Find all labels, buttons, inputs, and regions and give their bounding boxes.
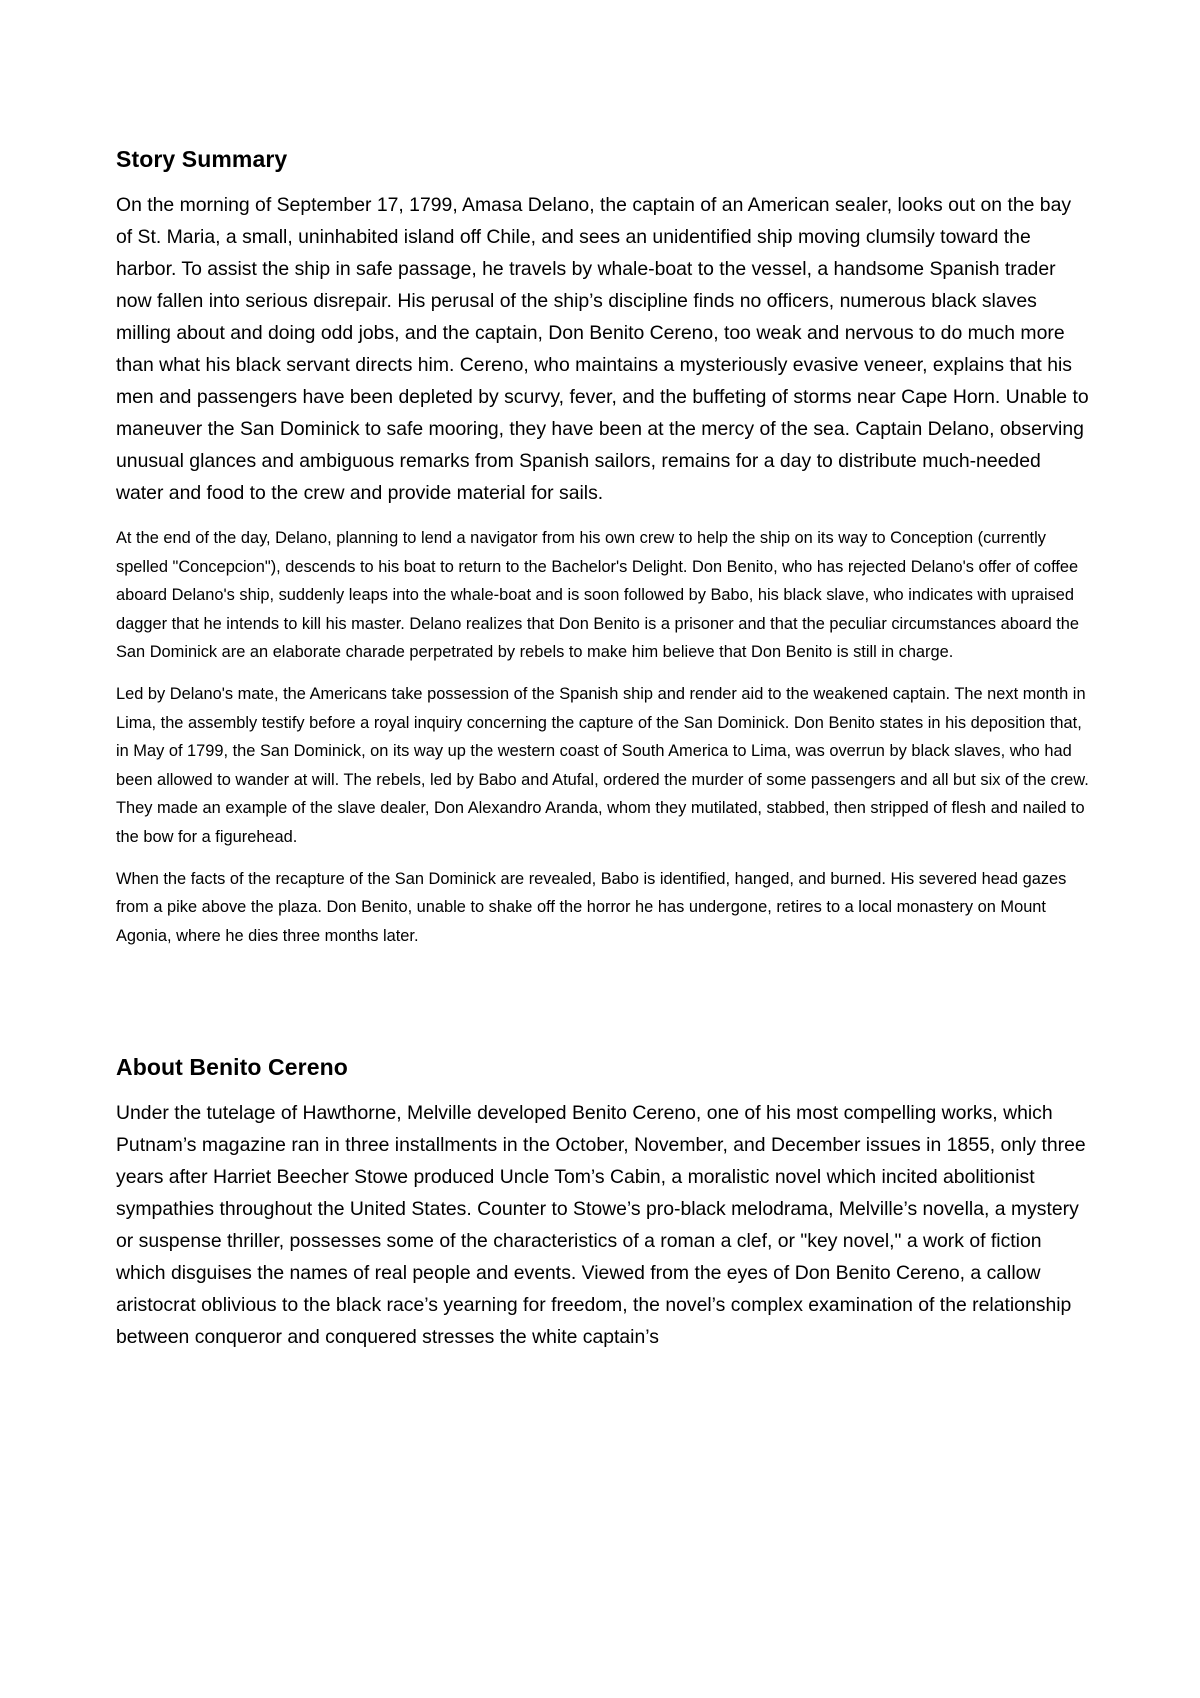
paragraph: On the morning of September 17, 1799, Amasa Delano, the captain of an American sealer, looks out on the bay of St. Maria, a small, uninhabited island off Chile, and sees an unidentified ship moving clumsily toward the harbor. To assist the ship in safe passage, he travels by whale-boat to the vessel, a handsome Spanish trader now fallen into serious disrepair. His perusal of the ship’s discipline finds no officers, numerous black slaves milling about and doing odd jobs, and the captain, Don Benito Cereno, too weak and nervous to do much more than what his black servant directs him. Cereno, who maintains a mysteriously evasive veneer, explains that his men and passengers have been depleted by scurvy, fever, and the buffeting of storms near Cape Horn. Unable to maneuver the San Dominick to safe mooring, they have been at the mercy of the sea. Captain Delano, observing unusual glances and ambiguous remarks from Spanish sailors, remains for a day to distribute much-needed water and food to the crew and provide material for sails.	[116, 194, 1089, 504]
about-benito-cereno-section	[116, 1054, 1090, 1353]
document-content	[116, 146, 1090, 1368]
section-heading: Story Summary	[116, 146, 288, 172]
section-heading: About Benito Cereno	[116, 1054, 348, 1081]
paragraph: At the end of the day, Delano, planning to lend a navigator from his own crew to help the ship on its way to Conception (currently spelled "Concepcion"), descends to his boat to return to the Bachelor's Delight. Don Benito, who has rejected Delano's offer of coffee aboard Delano's ship, suddenly leaps into the whale-boat and is soon followed by Babo, his black slave, who indicates with upraised dagger that he intends to kill his master. Delano realizes that Don Benito is a prisoner and that the peculiar circumstances aboard the San Dominick are an elaborate charade perpetrated by rebels to make him believe that Don Benito is still in charge.	[116, 529, 1080, 662]
paragraph: Under the tutelage of Hawthorne, Melville developed Benito Cereno, one of his most compelling works, which Putnam’s magazine ran in three installments in the October, November, and December issues in 1855, only three years after Harriet Beecher Stowe produced Uncle Tom’s Cabin, a moralistic novel which incited abolitionist sympathies throughout the United States. Counter to Stowe’s pro-black melodrama, Melville’s novella, a mystery or suspense thriller, possesses some of the characteristics of a roman a clef, or "key novel," a work of fiction which disguises the names of real people and events. Viewed from the eyes of Don Benito Cereno, a callow aristocrat oblivious to the black race’s yearning for freedom, the novel’s complex examination of the relationship between conqueror and conquered stresses the white captain’s	[116, 1102, 1086, 1349]
paragraph: Led by Delano's mate, the Americans take possession of the Spanish ship and render aid to the weakened captain. The next month in Lima, the assembly testify before a royal inquiry concerning the capture of the San Dominick. Don Benito states in his deposition that, in May of 1799, the San Dominick, on its way up the western coast of South America to Lima, was overrun by black slaves, who had been allowed to wander at will. The rebels, led by Babo and Atufal, ordered the murder of some passengers and all but six of the crew. They made an example of the slave dealer, Don Alexandro Aranda, whom they mutilated, stabbed, then stripped of flesh and nailed to the bow for a figurehead.	[116, 684, 1089, 846]
section-spacer	[116, 963, 1090, 1054]
paragraph: When the facts of the recapture of the San Dominick are revealed, Babo is identified, hanged, and burned. His severed head gazes from a pike above the plaza. Don Benito, unable to shake off the horror he has undergone, retires to a local monastery on Mount Agonia, where he dies three months later.	[116, 869, 1067, 945]
story-summary-section	[116, 146, 1090, 950]
